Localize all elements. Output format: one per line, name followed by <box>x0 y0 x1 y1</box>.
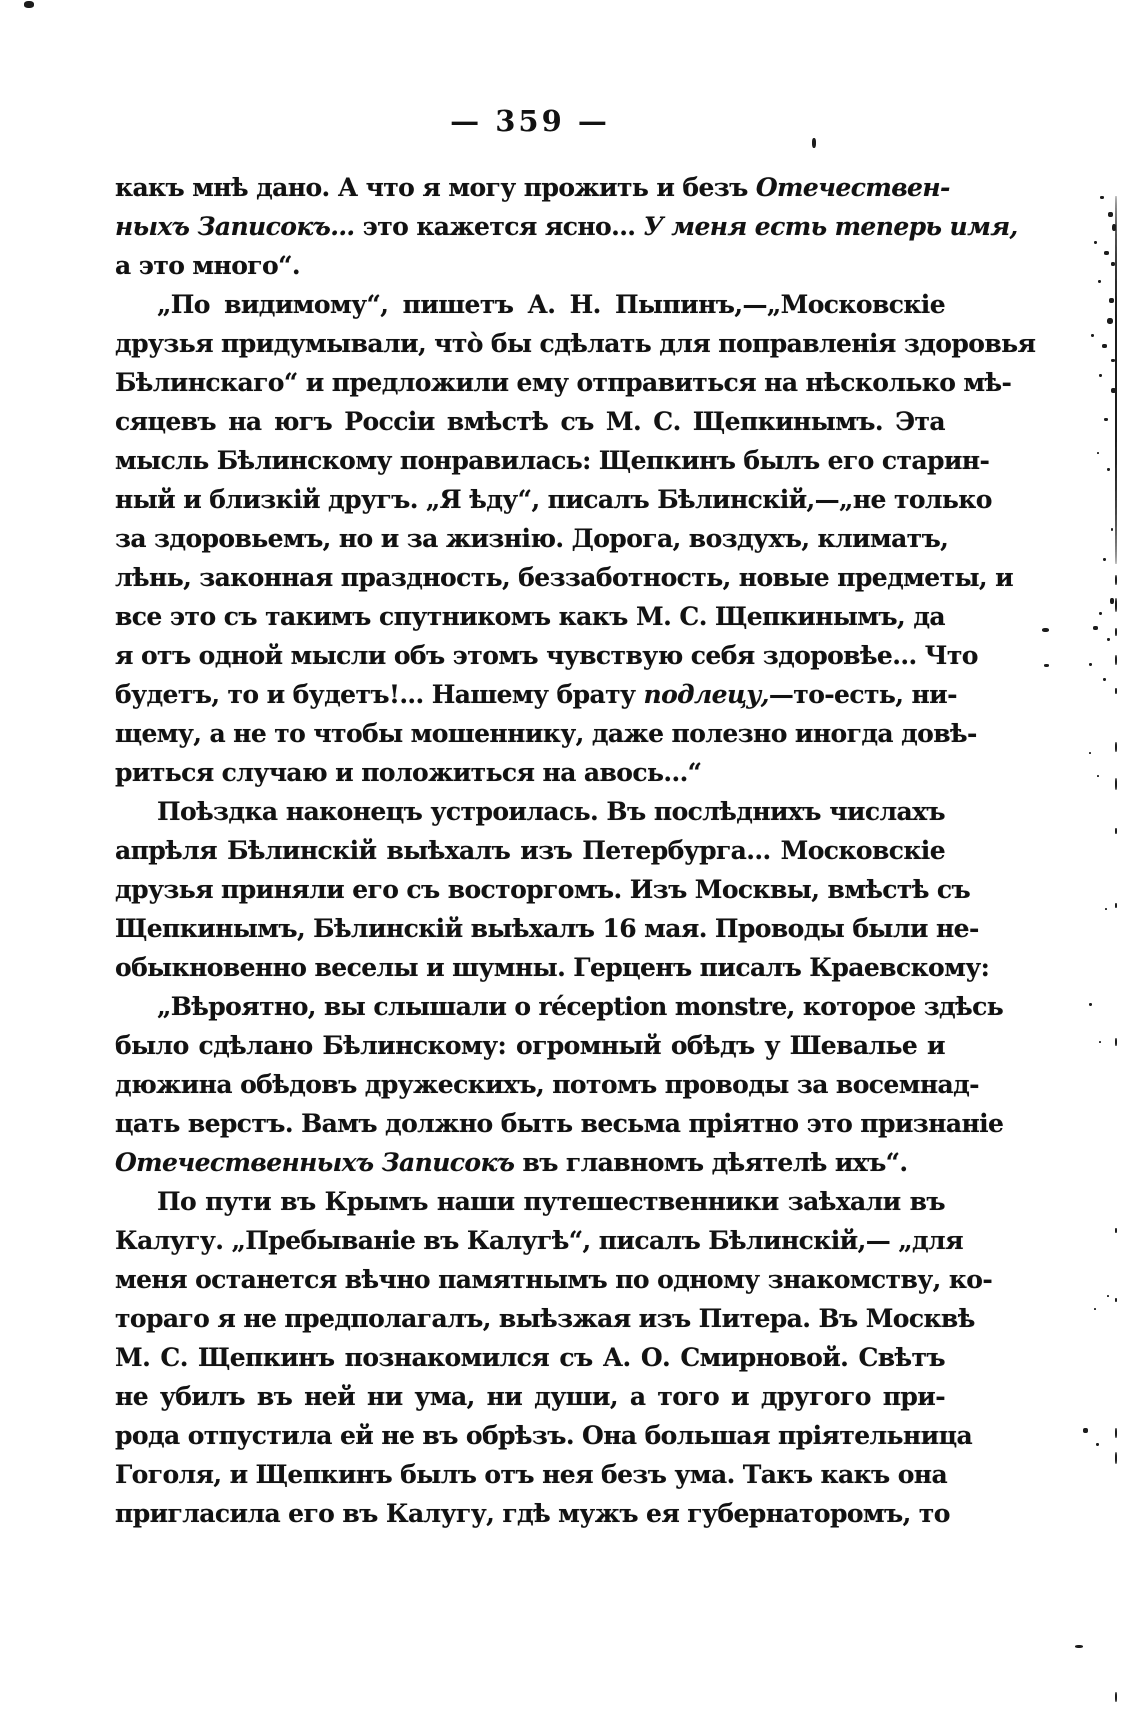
text-line <box>115 675 957 714</box>
text-segment: тораго я не предполагалъ, выѣзжая изъ Питера. Въ Москвѣ <box>115 1304 975 1333</box>
text-segment: это кажется ясно... <box>354 212 644 241</box>
scan-speck <box>1083 1428 1088 1433</box>
text-line <box>115 246 945 285</box>
scan-speck <box>1104 418 1108 421</box>
text-segment: я отъ одной мысли объ этомъ чувствую себя здоровѣе... Что <box>115 641 978 670</box>
text-segment: Калугу. „Пребываніе въ Калугѣ“, писалъ Бѣлинскій,— „для <box>115 1226 963 1255</box>
text-segment: будетъ, то и будетъ!... Нашему брату <box>115 680 644 709</box>
text-segment: „По видимому“, пишетъ А. Н. Пыпинъ,—„Московскіе <box>157 290 945 319</box>
scan-speck <box>1099 374 1102 377</box>
text-segment: рода отпустила ей не въ обрѣзъ. Она большая пріятельница <box>115 1421 973 1450</box>
text-line <box>115 1455 948 1494</box>
scan-speck <box>1109 298 1114 303</box>
text-segment: „Вѣроятно, вы слышали о réception monstre, которое здѣсь <box>157 992 1004 1021</box>
scan-speck <box>1115 1692 1117 1702</box>
text-line <box>115 909 979 948</box>
text-segment: друзья приняли его съ восторгомъ. Изъ Москвы, вмѣстѣ съ <box>115 875 971 904</box>
text-segment: друзья придумывали, что̀ бы сдѣлать для поправленія здоровья <box>115 329 1036 358</box>
scan-speck <box>1103 678 1106 681</box>
scan-speck <box>1099 612 1102 615</box>
text-segment: какъ мнѣ дано. А что я могу прожить и безъ <box>115 173 756 202</box>
scan-speck <box>1111 388 1116 393</box>
scan-speck <box>1075 1645 1083 1648</box>
text-segment: риться случаю и положиться на авось...“ <box>115 758 702 787</box>
text-line <box>115 1377 945 1416</box>
scan-speck <box>1115 828 1117 834</box>
text-line <box>115 402 945 441</box>
text-segment: лѣнь, законная праздность, беззаботность, новые предметы, и <box>115 563 1014 592</box>
scan-speck <box>1110 598 1114 604</box>
text-segment: все это съ такимъ спутникомъ какъ М. С. Щепкинымъ, да <box>115 602 945 631</box>
scan-speck <box>1094 1308 1096 1310</box>
scan-speck <box>1102 344 1107 348</box>
scan-speck <box>24 1 34 8</box>
scan-speck <box>1111 528 1113 531</box>
text-line <box>115 1026 945 1065</box>
scan-speck <box>1115 196 1117 564</box>
text-line <box>115 636 978 675</box>
scan-speck <box>1115 1038 1117 1046</box>
italic-text-segment: Отечествен- <box>755 173 950 202</box>
scan-speck <box>1104 251 1109 255</box>
text-segment: апрѣля Бѣлинскій выѣхалъ изъ Петербурга... Московскіе <box>115 836 945 865</box>
scan-speck <box>1091 334 1094 337</box>
scan-speck <box>1100 196 1104 199</box>
text-line <box>115 363 1012 402</box>
text-line <box>115 597 945 636</box>
scan-speck <box>1098 280 1101 283</box>
scan-speck <box>1097 452 1099 454</box>
text-segment: Бѣлинскаго“ и предложили ему отправиться на нѣсколько мѣ- <box>115 368 1012 397</box>
text-line <box>115 1338 945 1377</box>
italic-text-segment: ныхъ Записокъ... <box>115 212 355 241</box>
text-line <box>115 1065 979 1104</box>
text-segment: Поѣздка наконецъ устроилась. Въ послѣднихъ числахъ <box>157 797 945 826</box>
text-line <box>115 1299 975 1338</box>
text-line <box>115 519 949 558</box>
scan-speck <box>1115 575 1117 585</box>
scan-speck <box>1096 1443 1099 1446</box>
text-line <box>115 753 945 792</box>
scan-speck <box>1042 628 1049 632</box>
scan-speck <box>1112 224 1116 231</box>
text-segment: было сдѣлано Бѣлинскому: огромный обѣдъ у Шевалье и <box>115 1031 945 1060</box>
text-segment: цать верстъ. Вамъ должно быть весьма пріятно это признаніе <box>115 1109 1004 1138</box>
scan-speck <box>1094 241 1097 244</box>
text-line <box>115 1494 950 1533</box>
text-segment: обыкновенно веселы и шумны. Герценъ писалъ Краевскому: <box>115 953 990 982</box>
text-segment: ный и близкій другъ. „Я ѣду“, писалъ Бѣлинскій,—„не только <box>115 485 992 514</box>
scan-speck <box>1115 1428 1117 1438</box>
scan-speck <box>1115 742 1117 752</box>
text-line <box>115 714 977 753</box>
scan-speck <box>812 138 816 148</box>
scan-speck <box>1115 778 1117 790</box>
text-segment: не убилъ въ ней ни ума, ни души, а того и другого при- <box>115 1382 945 1411</box>
text-line <box>115 1104 1004 1143</box>
scan-speck <box>1099 1041 1101 1043</box>
text-segment: дюжина обѣдовъ дружескихъ, потомъ проводы за восемнад- <box>115 1070 979 1099</box>
scan-speck <box>1107 318 1113 324</box>
text-line <box>115 1143 945 1182</box>
scan-speck <box>1115 655 1117 665</box>
page-number: — 359 — <box>450 104 610 138</box>
text-line <box>115 207 1018 246</box>
text-line <box>115 285 945 324</box>
scan-speck <box>1107 1295 1109 1297</box>
text-line <box>115 480 992 519</box>
scan-speck <box>1097 775 1099 777</box>
text-line <box>115 168 950 207</box>
scan-speck <box>1107 638 1110 641</box>
text-segment: меня останется вѣчно памятнымъ по одному знакомству, ко- <box>115 1265 993 1294</box>
scan-speck <box>1105 908 1107 910</box>
text-line <box>115 1416 973 1455</box>
text-line <box>115 987 1004 1026</box>
scan-speck <box>1093 626 1098 630</box>
text-segment: М. С. Щепкинъ познакомился съ А. О. Смирновой. Свѣтъ <box>115 1343 945 1372</box>
text-segment: въ главномъ дѣятелѣ ихъ“. <box>514 1148 908 1177</box>
text-segment: —то-есть, ни- <box>768 680 957 709</box>
text-segment: сяцевъ на югъ Россіи вмѣстѣ съ М. С. Щепкинымъ. Эта <box>115 407 945 436</box>
text-segment: за здоровьемъ, но и за жизнію. Дорога, воздухъ, климатъ, <box>115 524 949 553</box>
text-block <box>115 168 1036 1533</box>
text-line <box>115 1182 945 1221</box>
text-segment: мысль Бѣлинскому понравилась: Щепкинъ былъ его старин- <box>115 446 990 475</box>
text-line <box>115 1260 993 1299</box>
italic-text-segment: Отечественныхъ Записокъ <box>115 1148 515 1177</box>
scan-speck <box>1115 628 1117 636</box>
scan-speck <box>1044 664 1049 667</box>
text-line <box>115 558 1014 597</box>
text-segment: пригласила его въ Калугу, гдѣ мужъ ея губернаторомъ, то <box>115 1499 950 1528</box>
text-line <box>115 441 990 480</box>
scan-speck <box>1115 1228 1117 1233</box>
text-line <box>115 1221 963 1260</box>
scan-speck <box>1115 598 1117 612</box>
scan-speck <box>1103 558 1106 561</box>
scan-speck <box>1115 1452 1117 1464</box>
scan-speck <box>1089 752 1091 754</box>
scan-speck <box>1089 1003 1092 1006</box>
scan-speck <box>1115 1298 1117 1302</box>
italic-text-segment: подлецу, <box>643 680 769 709</box>
scan-speck <box>1107 468 1110 471</box>
scan-speck <box>1111 262 1115 266</box>
text-segment: Гоголя, и Щепкинъ былъ отъ нея безъ ума. Такъ какъ она <box>115 1460 948 1489</box>
scan-speck <box>1115 688 1117 694</box>
text-segment: По пути въ Крымъ наши путешественники заѣхали въ <box>157 1187 945 1216</box>
text-line <box>115 870 971 909</box>
scan-speck <box>1111 359 1115 362</box>
text-segment: щему, а не то чтобы мошеннику, даже полезно иногда довѣ- <box>115 719 977 748</box>
scan-speck <box>1115 903 1117 908</box>
text-segment: Щепкинымъ, Бѣлинскій выѣхалъ 16 мая. Проводы были не- <box>115 914 979 943</box>
text-line <box>115 948 990 987</box>
text-line <box>115 831 945 870</box>
scan-speck <box>1089 663 1092 666</box>
italic-text-segment: У меня есть теперь имя, <box>643 212 1018 241</box>
text-line <box>115 792 945 831</box>
scan-speck <box>1108 212 1113 217</box>
text-line <box>115 324 1036 363</box>
text-segment: а это много“. <box>115 251 300 280</box>
